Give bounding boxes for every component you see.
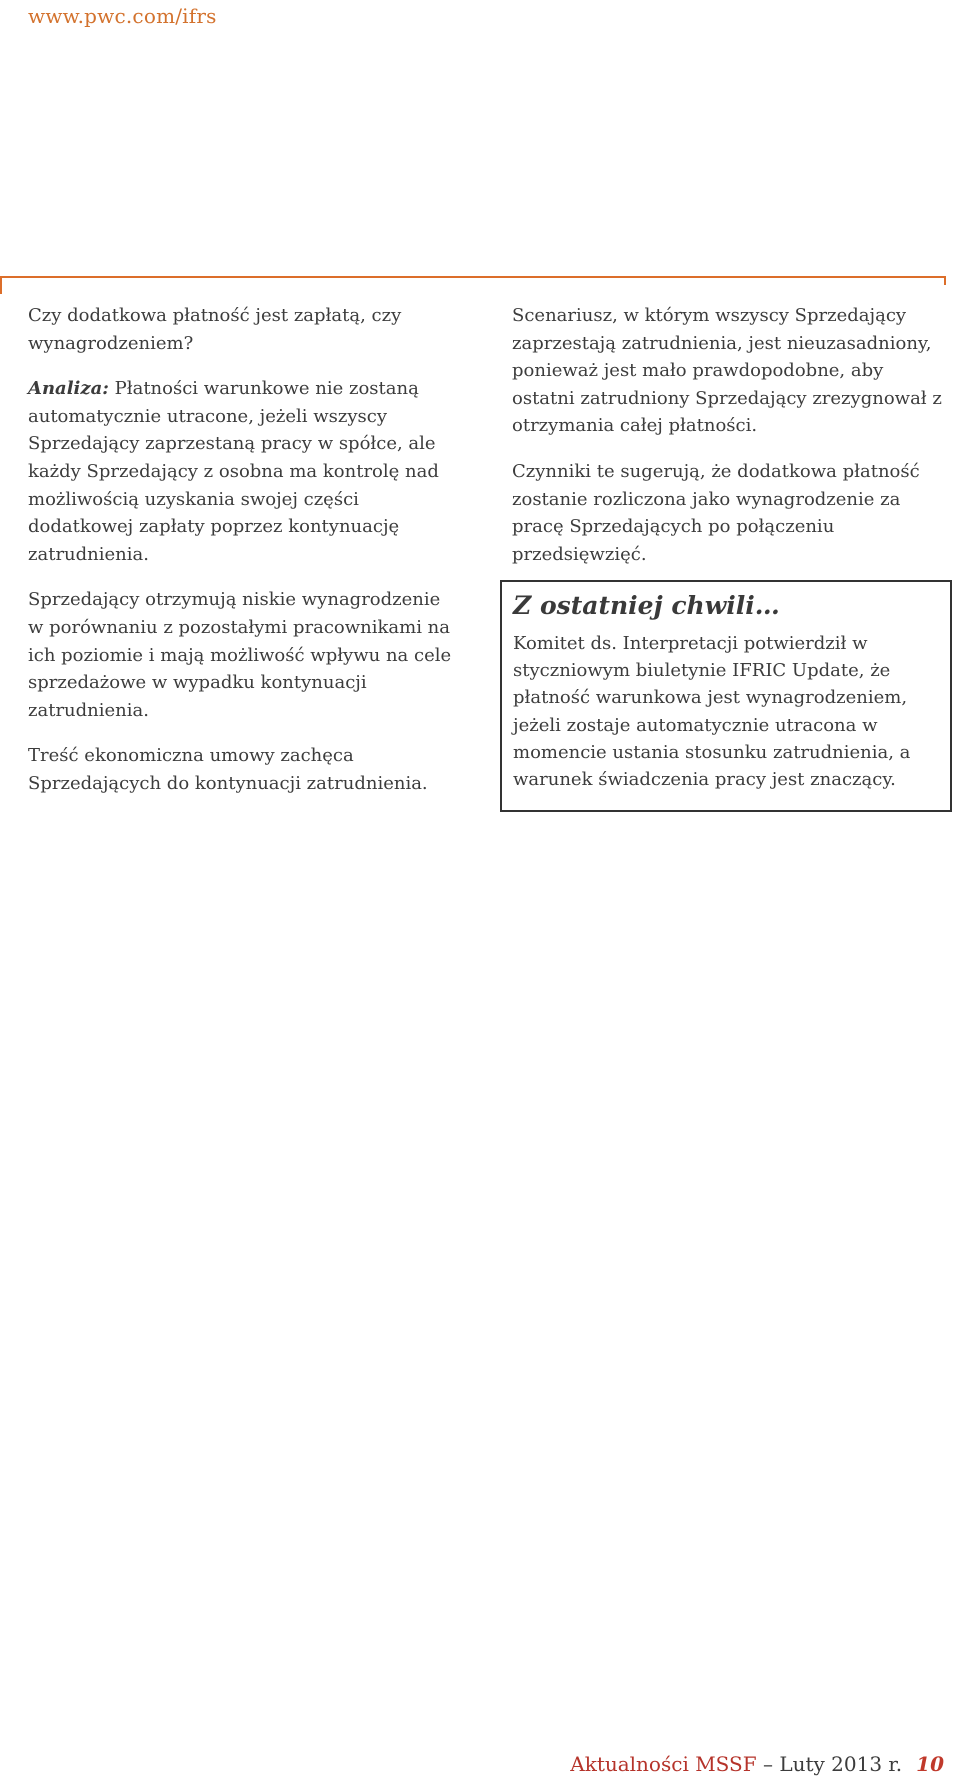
divider-left-tick (0, 276, 2, 294)
compensation-paragraph: Sprzedający otrzymują niskie wynagrodzenie w porównaniu z pozostałymi pracownikami na ich poziomie i mają możliwość wpływu na cele sprzedażowe w wypadku kontynuacji zatrudnienia. (28, 589, 452, 721)
section-divider (0, 276, 946, 278)
footer-publication: Aktualności MSSF (570, 1752, 757, 1776)
analysis-text: Płatności warunkowe nie zostaną automatycznie utracone, jeżeli wszyscy Sprzedający zaprzestaną pracy w spółce, ale każdy Sprzedający z osobna ma kontrolę nad możliwością uzyskania swojej części dodatkowej zapłaty poprzez kontynuację zatrudnienia. (28, 378, 439, 565)
conclusion-paragraph: Czynniki te sugerują, że dodatkowa płatność zostanie rozliczona jako wynagrodzenie za pracę Sprzedających po połączeniu przedsięwzięć. (512, 460, 920, 565)
analysis-paragraph (28, 375, 458, 568)
callout-text: Komitet ds. Interpretacji potwierdził w styczniowym biuletynie IFRIC Update, że płatność warunkowa jest wynagrodzeniem, jeżeli zostaje automatycznie utracona w momencie ustania stosunku zatrudnienia, a warunek świadczenia pracy jest znaczący. (513, 633, 911, 791)
footer-issue: – Luty 2013 r. (756, 1752, 903, 1776)
latest-news-callout (500, 580, 952, 812)
right-column (512, 302, 942, 586)
callout-title: Z ostatniej chwili… (513, 591, 780, 620)
page-footer (570, 1752, 944, 1776)
scenario-paragraph: Scenariusz, w którym wszyscy Sprzedający zaprzestają zatrudnienia, jest nieuzasadniony, ponieważ jest mało prawdopodobne, aby ostatni zatrudniony Sprzedający zrezygnował z otrzymania całej płatności. (512, 305, 942, 437)
economic-substance-paragraph: Treść ekonomiczna umowy zachęca Sprzedających do kontynuacji zatrudnienia. (28, 745, 428, 794)
left-column (28, 302, 458, 816)
divider-right-tick (944, 276, 946, 285)
question-paragraph: Czy dodatkowa płatność jest zapłatą, czy wynagrodzeniem? (28, 305, 402, 354)
page-number: 10 (916, 1752, 944, 1776)
analysis-lead: Analiza: (28, 378, 109, 400)
header-url[interactable]: www.pwc.com/ifrs (28, 4, 217, 28)
